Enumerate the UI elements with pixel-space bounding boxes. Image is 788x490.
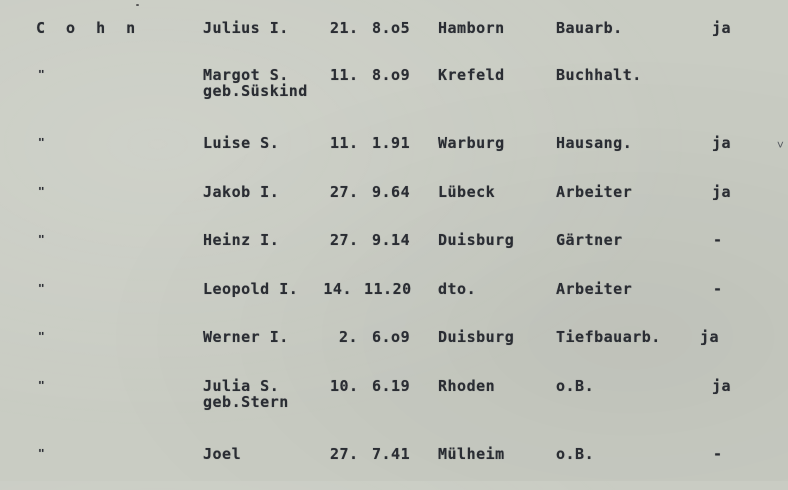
birth-month-year: 7.41 [372,445,411,463]
surname: C o h n [36,19,142,37]
birth-day: 11. [330,66,359,84]
ditto-mark: " [38,68,46,81]
ink-speck [136,4,139,6]
note: ja [712,377,732,395]
birth-day: 27. [330,183,359,201]
note: - [713,445,723,463]
birth-place: dto. [438,280,477,298]
given-name: Heinz I. [203,231,280,249]
note: ja [712,183,732,201]
occupation: Arbeiter [556,280,633,298]
birth-month-year: 8.o5 [372,19,411,37]
birth-place: Duisburg [438,231,515,249]
list-row-9 [0,446,788,490]
given-name: Jakob I. [203,183,280,201]
occupation: Arbeiter [556,183,633,201]
given-name: Luise S. [203,134,280,152]
list-row-2 [0,67,788,111]
maiden-name: geb.Stern [203,393,289,411]
list-row-7 [0,329,788,373]
birth-month-year: 9.14 [372,231,411,249]
birth-day: 27. [330,445,359,463]
list-row-8 [0,378,788,422]
occupation: o.B. [556,377,595,395]
ditto-mark: " [38,185,46,198]
note: ja [712,134,732,152]
birth-place: Hamborn [438,19,505,37]
birth-day: 27. [330,231,359,249]
list-row-6 [0,281,788,325]
ditto-mark: " [38,282,46,295]
birth-day: 10. [330,377,359,395]
given-name: Leopold I. [203,280,299,298]
note: ja [712,19,732,37]
birth-place: Lübeck [438,183,496,201]
ditto-mark: " [38,136,46,149]
occupation: Tiefbauarb. [556,328,661,346]
given-name: Margot S. [203,66,289,84]
birth-place: Duisburg [438,328,515,346]
margin-mark: ˅ [776,138,784,152]
note: - [713,231,723,249]
note: ja [700,328,720,346]
list-row-4 [0,184,788,228]
given-name: Joel [203,445,242,463]
birth-place: Krefeld [438,66,505,84]
birth-month-year: 6.19 [372,377,411,395]
given-name: Julius I. [203,19,289,37]
list-row-3 [0,135,788,179]
birth-month-year: 6.o9 [372,328,411,346]
birth-month-year: 9.64 [372,183,411,201]
ditto-mark: " [38,447,46,460]
given-name: Julia S. [203,377,280,395]
note: - [713,280,723,298]
ditto-mark: " [38,233,46,246]
given-name: Werner I. [203,328,289,346]
birth-day: 14. [323,280,352,298]
birth-place: Mülheim [438,445,505,463]
birth-day: 21. [330,19,359,37]
list-row-1 [0,20,788,64]
birth-month-year: 1.91 [372,134,411,152]
birth-day: 11. [330,134,359,152]
occupation: Hausang. [556,134,633,152]
maiden-name: geb.Süskind [203,82,308,100]
birth-day: 2. [338,328,358,346]
birth-month-year: 11.20 [364,280,412,298]
birth-place: Warburg [438,134,505,152]
birth-month-year: 8.o9 [372,66,411,84]
list-row-5 [0,232,788,276]
occupation: Gärtner [556,231,623,249]
occupation: o.B. [556,445,595,463]
birth-place: Rhoden [438,377,496,395]
occupation: Buchhalt. [556,66,642,84]
ditto-mark: " [38,330,46,343]
occupation: Bauarb. [556,19,623,37]
ditto-mark: " [38,379,46,392]
